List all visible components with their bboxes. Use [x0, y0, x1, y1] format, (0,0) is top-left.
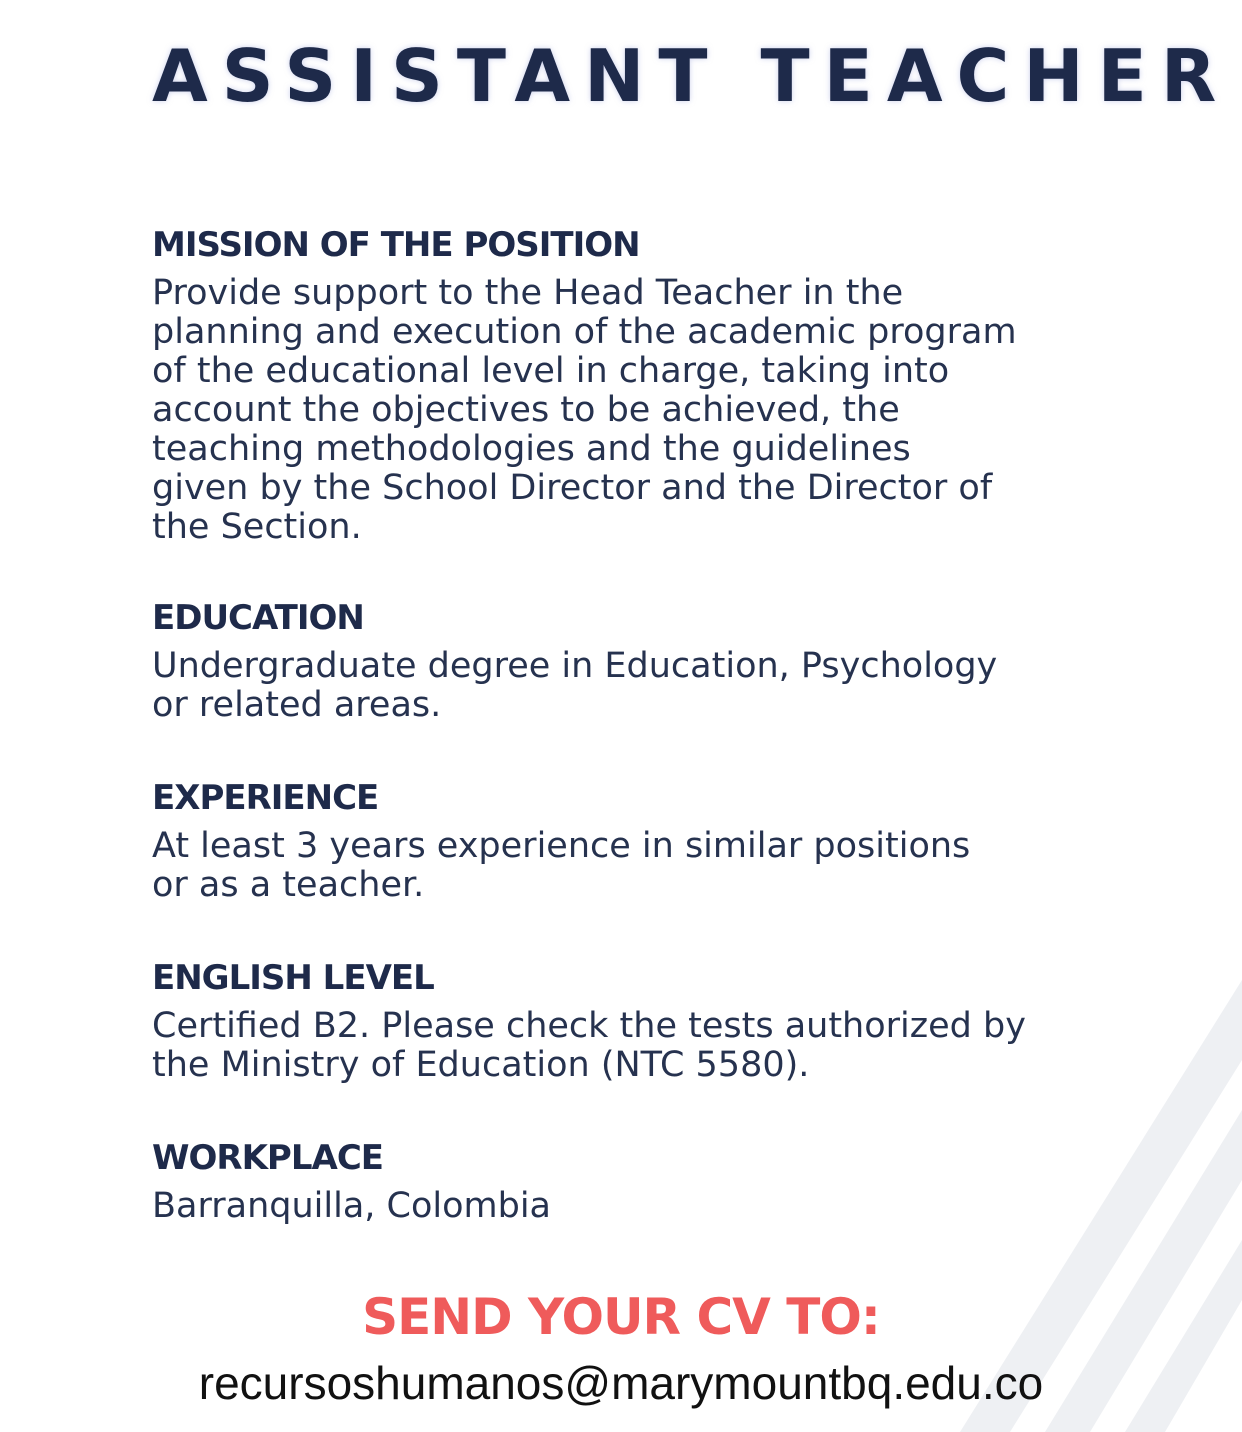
- send-cv-heading: SEND YOUR CV TO:: [362, 1288, 880, 1346]
- section-english-level: [152, 955, 1152, 1085]
- body-line: account the objectives to be achieved, the: [152, 390, 900, 430]
- section-mission: [152, 222, 1152, 547]
- page-title: ASSISTANT TEACHER: [152, 34, 1231, 118]
- body-line: the Section.: [152, 507, 362, 547]
- job-details: [152, 222, 1152, 1226]
- body-line: At least 3 years experience in similar positions: [152, 826, 971, 866]
- section-education: [152, 595, 1152, 725]
- section-body: [152, 827, 1152, 905]
- body-line: Certified B2. Please check the tests authorized by: [152, 1006, 1026, 1046]
- section-workplace: [152, 1135, 1152, 1226]
- body-line: of the educational level in charge, taking into: [152, 351, 950, 391]
- body-line: teaching methodologies and the guidelines: [152, 429, 911, 469]
- contact-email[interactable]: recursoshumanos@marymountbq.edu.co: [198, 1357, 1044, 1409]
- section-body: [152, 1187, 1152, 1226]
- body-line: or as a teacher.: [152, 865, 425, 905]
- body-line: Undergraduate degree in Education, Psychology: [152, 646, 998, 686]
- section-heading: EDUCATION: [152, 598, 364, 638]
- section-body: [152, 647, 1152, 725]
- section-body: [152, 274, 1152, 547]
- section-body: [152, 1007, 1152, 1085]
- section-heading: ENGLISH LEVEL: [152, 958, 434, 998]
- body-line: Provide support to the Head Teacher in the: [152, 273, 904, 313]
- body-line: planning and execution of the academic program: [152, 312, 1017, 352]
- section-experience: [152, 775, 1152, 905]
- body-line: given by the School Director and the Director of: [152, 468, 993, 508]
- section-heading: EXPERIENCE: [152, 778, 379, 818]
- section-heading: MISSION OF THE POSITION: [152, 225, 640, 265]
- body-line: the Ministry of Education (NTC 5580).: [152, 1045, 810, 1085]
- body-line: Barranquilla, Colombia: [152, 1186, 551, 1226]
- section-heading: WORKPLACE: [152, 1138, 384, 1178]
- body-line: or related areas.: [152, 685, 442, 725]
